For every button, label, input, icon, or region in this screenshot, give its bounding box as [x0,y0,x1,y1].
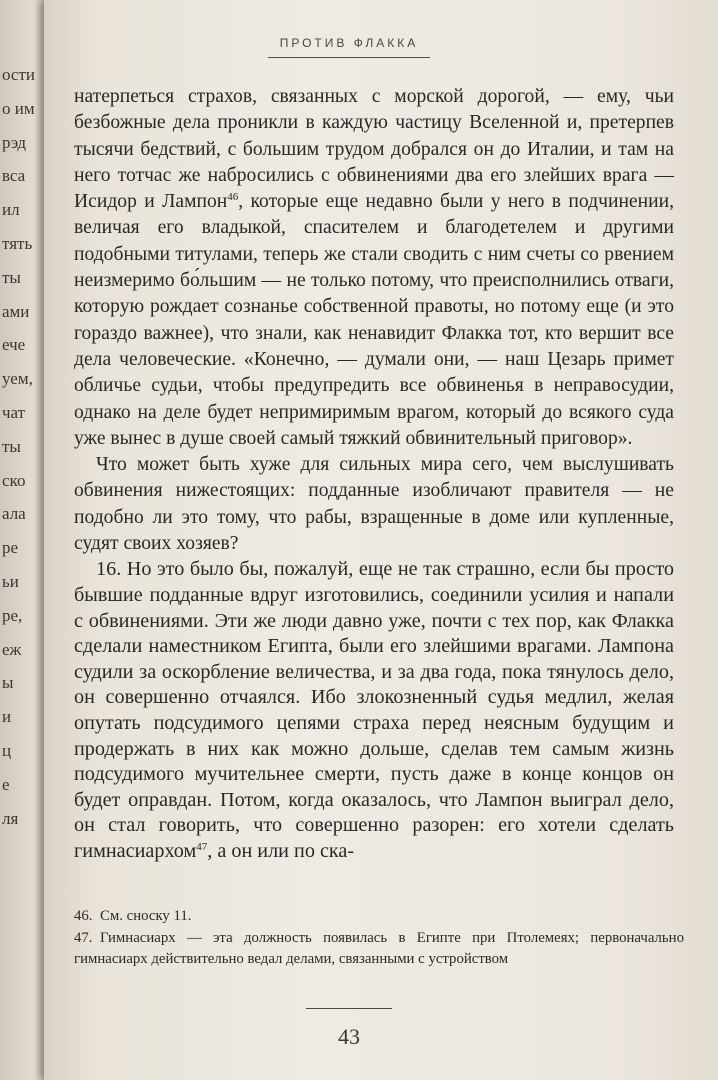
book-page [44,0,718,1080]
footnotes [74,906,684,971]
footnote-ref-47[interactable]: 47 [196,840,208,853]
running-head: ПРОТИВ ФЛАККА [279,36,419,50]
main-text [74,84,674,864]
footnote-ref-46[interactable]: 46 [227,191,239,204]
page-number: 43 [338,1024,360,1049]
previous-page-text: ости о им рэд вса ил тять ты ами ече уем, чат ты ско ала ре ьи ре, еж ы и ц е ля [2,65,35,828]
paragraph-2: Что может быть хуже для сильных мира сего, чем выслушивать обвинения нижестоящих: подданные изобличают правителя — не подобно ли это тому, что рабы, взращенные в доме или купленные, судят своих хозяев? [74,454,674,555]
footnote-47: 47. Гимнасиарх — эта должность появилась в Египте при Птолемеях; первоначально гимнасиарх действительно ведал делами, связанными с устройством [74,929,684,967]
paragraph-1: натерпеться страхов, связанных с морской дорогой, — ему, чьи безбожные дела проникли в каждую частицу Вселенной и, претерпев тысячи бедствий, с большим трудом добрался он до Италии, и там на него тотчас же набросились с обвинениями два его злейших врага — Исидор и Лампон$^{46}$, которые еще недавно были у него в подчинении, величая его владыкой, спасителем и благодетелем и другими подобными титулами, теперь же стали сводить с ним счеты со рвением неизмеримо бо́льшим — не только потому, что преисполнились отваги, которую рождает сознанье собственной правоты, но потому еще (и это гораздо важнее), что знали, как ненавидит Флакка тот, кто вершит все дела человеческие. «Конечно, — думали они, — наш Цезарь примет обличье судьи, чтобы предупредить все обвиненья в неправосудии, однако на деле будет непримиримым врагом, который до всякого суда уже вынес в душе своей самый тяжкий обвинительный приговор». [74,86,674,449]
paragraph-3: 16. Но это было бы, пожалуй, еще не так страшно, если бы просто бывшие подданные вдруг изготовились, соединили усилия и напали с обвинениями. Эти же люди давно уже, почти с тех пор, как Флакка сделали наместником Египта, были его злейшими врагами. Лампона судили за оскорбление величества, и за два года, пока тянулось дело, он совершенно отчаялся. Ибо злокозненный судья медлил, желая опутать подсудимого цепями страха перед неясным будущим и продержать в них как можно дольше, сделав тем самым жизнь подсудимого мучительнее смерти, пусть даже в конце концов он будет оправдан. Потом, когда оказалось, что Лампон выиграл дело, он стал говорить, что совершенно разорен: его хотели сделать гимнасиархом$^{47}$, а он или по ска- [74,558,674,862]
running-head-rule [268,57,430,58]
page-number-rule [306,1008,392,1009]
footnote-46: 46. См. сноску 11. [74,908,192,924]
previous-page-edge [0,0,50,1080]
